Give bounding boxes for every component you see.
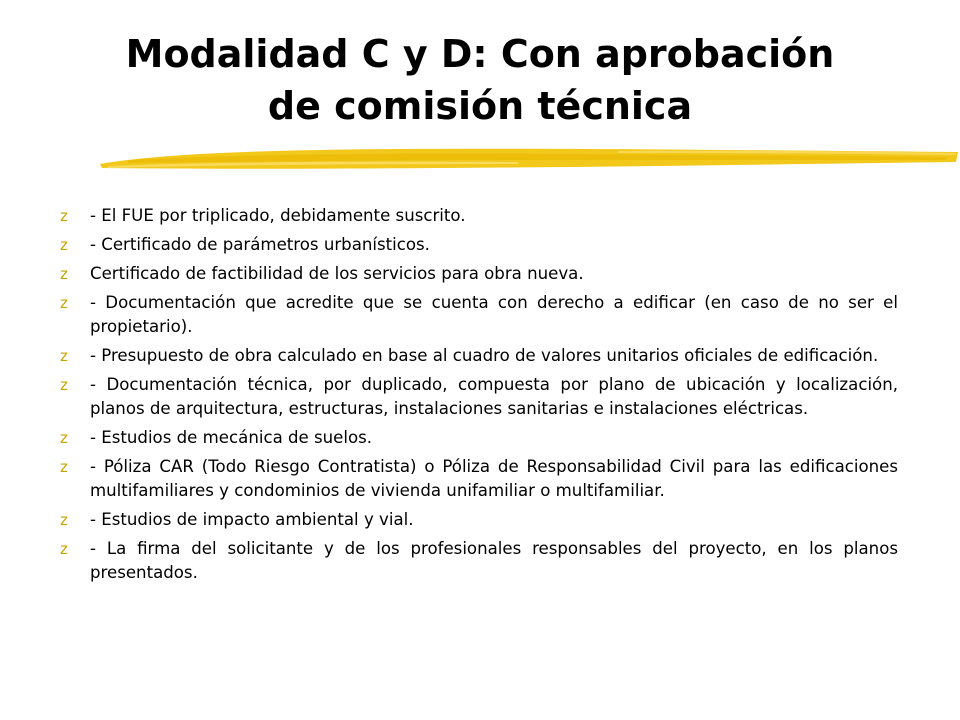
bullet-icon: z bbox=[60, 265, 68, 283]
bullet-icon: z bbox=[60, 376, 68, 394]
title-line-2: de comisión técnica bbox=[267, 84, 693, 128]
list-item-text: - El FUE por triplicado, debidamente suscrito. bbox=[90, 206, 466, 225]
list-item bbox=[60, 233, 898, 257]
list-item-text: Certificado de factibilidad de los servicios para obra nueva. bbox=[90, 264, 584, 283]
list-item bbox=[60, 291, 898, 339]
title-line-1: Modalidad C y D: Con aprobación bbox=[125, 32, 835, 76]
list-item bbox=[60, 344, 898, 368]
list-item-text: - La firma del solicitante y de los profesionales responsables del proyecto, en los planos presentados. bbox=[90, 539, 898, 582]
list-item bbox=[60, 455, 898, 503]
list-item bbox=[60, 537, 898, 585]
requirements-list bbox=[60, 204, 898, 590]
list-item-text: - Presupuesto de obra calculado en base al cuadro de valores unitarios oficiales de edificación. bbox=[90, 346, 879, 365]
bullet-icon: z bbox=[60, 347, 68, 365]
slide-title bbox=[60, 28, 900, 132]
yellow-brush-stroke bbox=[98, 140, 960, 176]
bullet-icon: z bbox=[60, 429, 68, 447]
bullet-icon: z bbox=[60, 540, 68, 558]
list-item bbox=[60, 373, 898, 421]
bullet-icon: z bbox=[60, 207, 68, 225]
bullet-icon: z bbox=[60, 458, 68, 476]
bullet-icon: z bbox=[60, 236, 68, 254]
list-item-text: - Póliza CAR (Todo Riesgo Contratista) o Póliza de Responsabilidad Civil para las edificaciones multifamiliares y condominios de vivienda unifamiliar o multifamiliar. bbox=[90, 457, 898, 500]
list-item-text: - Documentación técnica, por duplicado, compuesta por plano de ubicación y localización, planos de arquitectura, estructuras, instalaciones sanitarias e instalaciones eléctricas. bbox=[90, 375, 898, 418]
list-item-text: - Estudios de mecánica de suelos. bbox=[90, 428, 373, 447]
bullet-icon: z bbox=[60, 294, 68, 312]
list-item bbox=[60, 508, 898, 532]
list-item-text: - Estudios de impacto ambiental y vial. bbox=[90, 510, 414, 529]
bullet-icon: z bbox=[60, 511, 68, 529]
list-item bbox=[60, 262, 898, 286]
list-item-text: - Documentación que acredite que se cuenta con derecho a edificar (en caso de no ser el propietario). bbox=[90, 293, 898, 336]
list-item-text: - Certificado de parámetros urbanísticos. bbox=[90, 235, 430, 254]
list-item bbox=[60, 426, 898, 450]
list-item bbox=[60, 204, 898, 228]
